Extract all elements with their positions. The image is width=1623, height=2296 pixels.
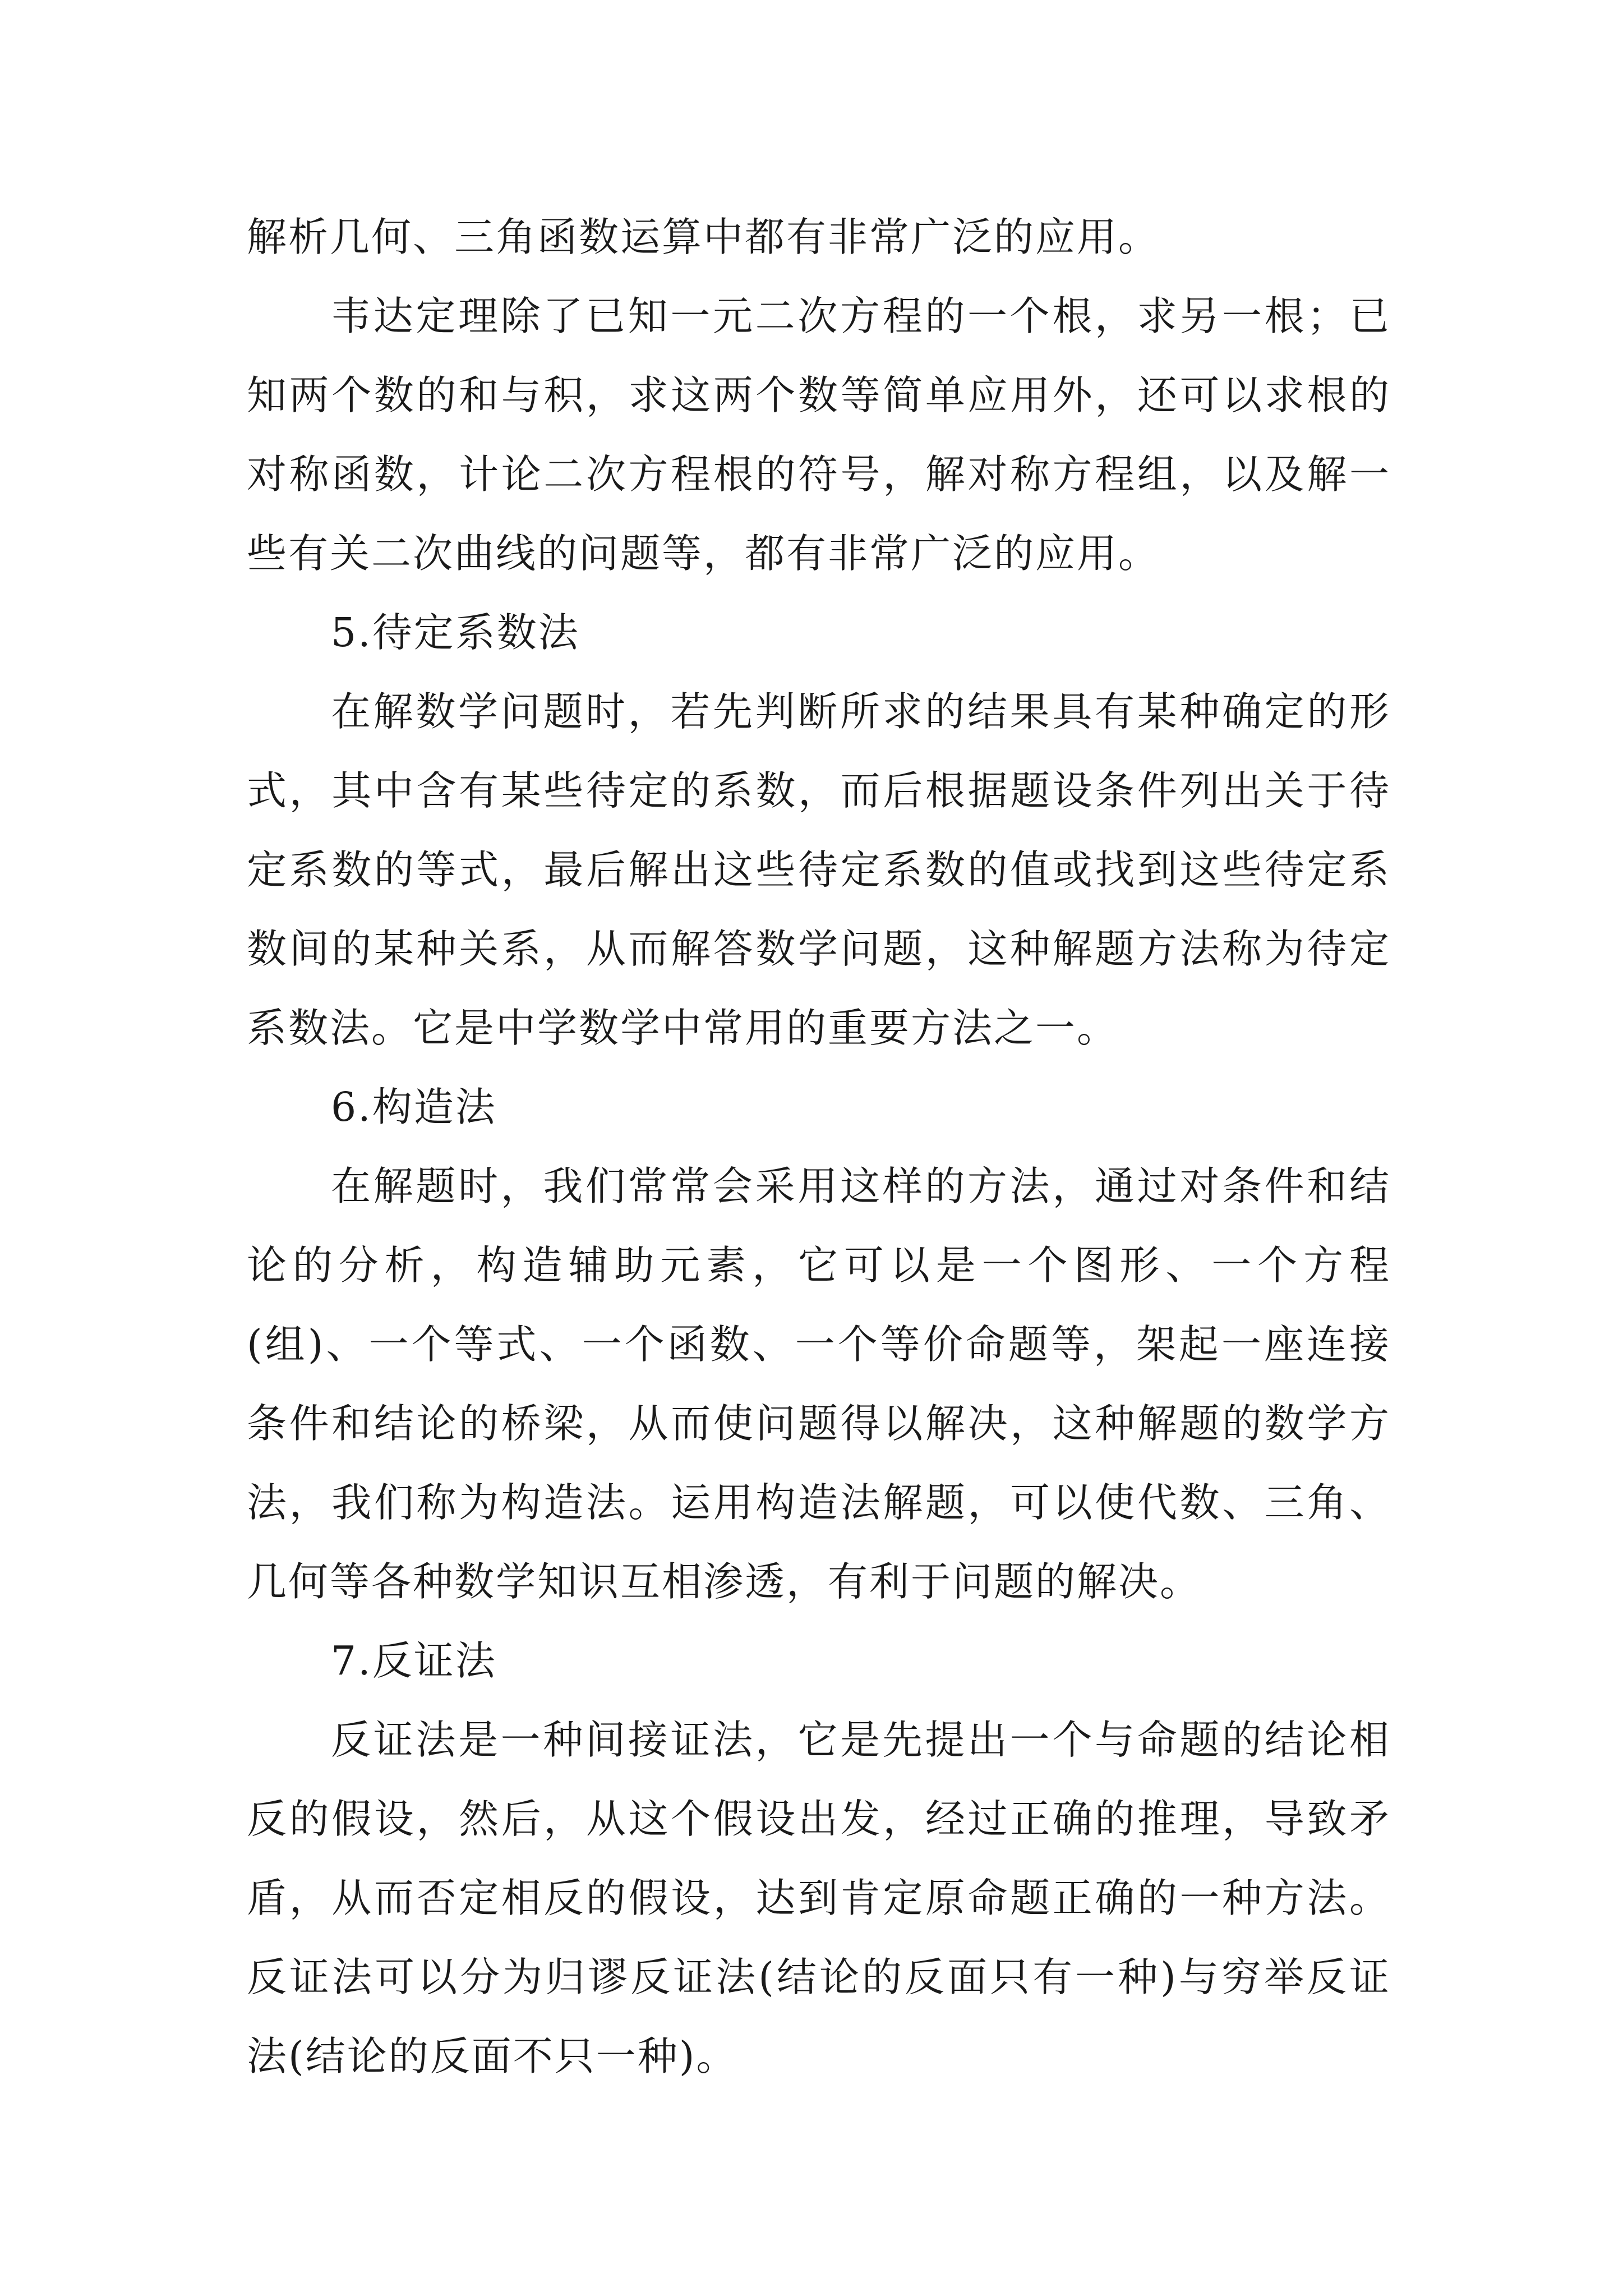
paragraph-vieta-theorem: 韦达定理除了已知一元二次方程的一个根，求另一根；已知两个数的和与积，求这两个数等简单应用外，还可以求根的对称函数，计论二次方程根的符号，解对称方程组，以及解一些有关二次曲线的问题等，都有非常广泛的应用。 <box>247 293 1391 577</box>
paragraph-proof-by-contradiction: 反证法是一种间接证法，它是先提出一个与命题的结论相反的假设，然后，从这个假设出发，经过正确的推理，导致矛盾，从而否定相反的假设，达到肯定原命题正确的一种方法。反证法可以分为归谬反证法(结论的反面只有一种)与穷举反证法(结论的反面不只一种)。 <box>247 1717 1391 2079</box>
paragraph-undetermined-coefficients: 在解数学问题时，若先判断所求的结果具有某种确定的形式，其中含有某些待定的系数，而后根据题设条件列出关于待定系数的等式，最后解出这些待定系数的值或找到这些待定系数间的某种关系，从而解答数学问题，这种解题方法称为待定系数法。它是中学数学中常用的重要方法之一。 <box>247 688 1391 1051</box>
document-body <box>247 197 1391 2096</box>
section-heading-construction-method: 6.构造法 <box>331 1084 497 1130</box>
section-heading-undetermined-coefficients: 5.待定系数法 <box>331 609 580 656</box>
paragraph-continuation: 解析几何、三角函数运算中都有非常广泛的应用。 <box>247 214 1160 260</box>
paragraph-construction-method: 在解题时，我们常常会采用这样的方法，通过对条件和结论的分析，构造辅助元素，它可以是一个图形、一个方程(组)、一个等式、一个函数、一个等价命题等，架起一座连接条件和结论的桥梁，从而使问题得以解决，这种解题的数学方法，我们称为构造法。运用构造法解题，可以使代数、三角、几何等各种数学知识互相渗透，有利于问题的解决。 <box>247 1163 1391 1605</box>
section-heading-proof-by-contradiction: 7.反证法 <box>331 1637 497 1684</box>
